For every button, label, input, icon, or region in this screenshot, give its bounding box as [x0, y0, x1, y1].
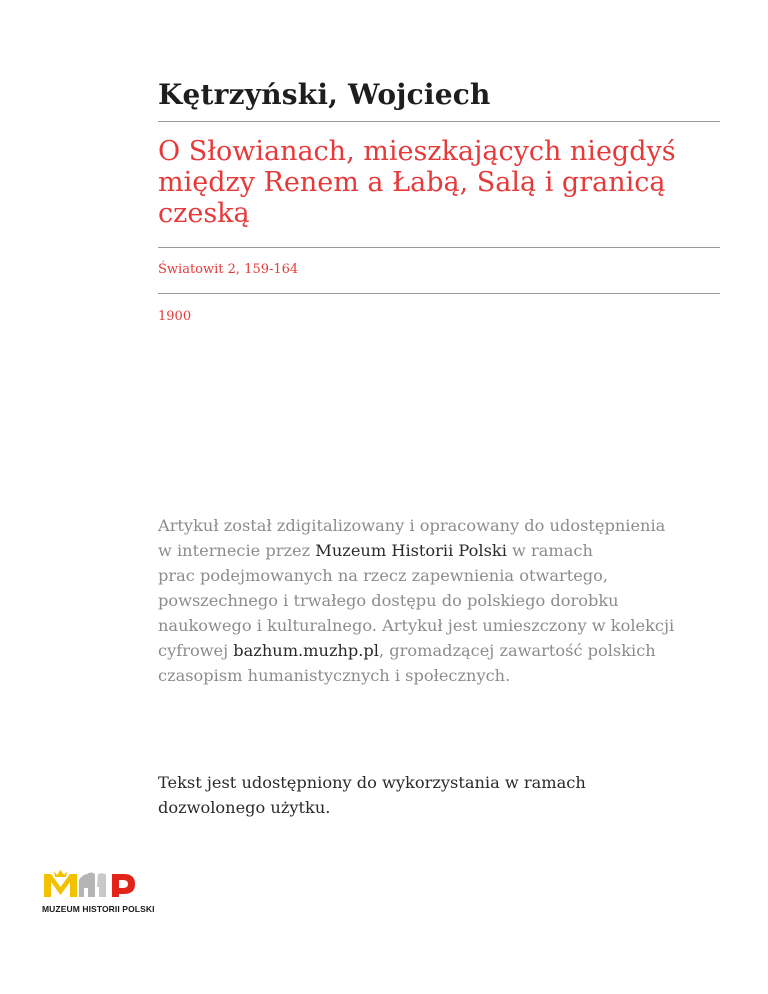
bazhum-link[interactable]: bazhum.muzhp.pl	[233, 641, 379, 660]
usage-line: dozwolonego użytku.	[158, 798, 331, 817]
logo-p-mark	[112, 874, 135, 897]
statement-text: , gromadzącej zawartość polskich	[378, 641, 656, 660]
digitization-statement	[158, 513, 718, 688]
museum-link[interactable]: Muzeum Historii Polski	[315, 541, 507, 560]
usage-notice	[158, 770, 718, 820]
author-name: Kętrzyński, Wojciech	[158, 78, 491, 111]
divider-top	[158, 121, 720, 122]
statement-line: powszechnego i trwałego dostępu do polskiego dorobku	[158, 591, 619, 610]
source-citation: Światowit 2, 159-164	[158, 262, 299, 277]
logo-m-mark	[44, 870, 77, 897]
statement-line: czasopism humanistycznych i społecznych.	[158, 666, 511, 685]
usage-line: Tekst jest udostępniony do wykorzystania w ramach	[158, 773, 586, 792]
title-line: O Słowianach, mieszkających niegdyś	[158, 136, 676, 167]
publication-year: 1900	[158, 309, 192, 324]
statement-line	[158, 638, 718, 663]
statement-line: naukowego i kulturalnego. Artykuł jest umieszczony w kolekcji	[158, 616, 675, 635]
statement-text: w internecie przez	[158, 541, 316, 560]
statement-line: prac podejmowanych na rzecz zapewnienia otwartego,	[158, 566, 609, 585]
statement-line	[158, 538, 718, 563]
statement-text: cyfrowej	[158, 641, 234, 660]
title-line: między Renem a Łabą, Salą i granicą	[158, 167, 666, 198]
title-line: czeską	[158, 198, 250, 229]
statement-text: w ramach	[506, 541, 593, 560]
logo-h-mark	[79, 873, 106, 898]
divider-middle	[158, 247, 720, 248]
logo-caption: MUZEUM HISTORII POLSKI	[42, 904, 155, 914]
statement-line: Artykuł został zdigitalizowany i opracowany do udostępnienia	[158, 516, 666, 535]
article-title	[158, 136, 728, 229]
divider-bottom	[158, 293, 720, 294]
